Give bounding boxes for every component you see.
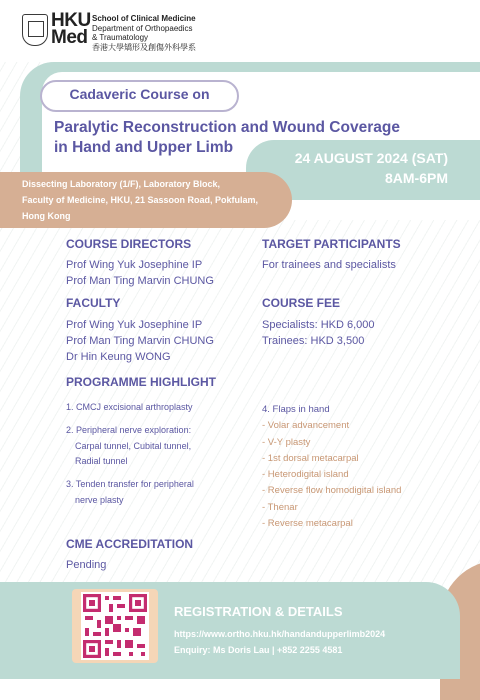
course-fee-heading: COURSE FEE <box>262 296 341 310</box>
time-text: 8AM-6PM <box>384 170 448 186</box>
programme-item-3 <box>66 477 194 508</box>
programme-highlight-heading: PROGRAMME HIGHLIGHT <box>66 375 216 389</box>
enquiry-contact: Enquiry: Ms Doris Lau | +852 2255 4581 <box>174 645 343 655</box>
target-participants-heading: TARGET PARTICIPANTS <box>262 237 401 251</box>
header <box>0 0 480 62</box>
flaps-heading: 4. Flaps in hand <box>262 404 330 415</box>
school-title: School of Clinical Medicine <box>92 14 196 23</box>
course-fee-list <box>262 317 375 349</box>
flap-item: - V-Y plasty <box>262 436 311 448</box>
target-participants-text: For trainees and specialists <box>262 259 396 271</box>
venue-line1: Dissecting Laboratory (1/F), Laboratory Block, <box>22 179 221 189</box>
director-name: Prof Man Ting Marvin CHUNG <box>66 275 214 287</box>
programme-item-3-line: 3. Tenden transfer for peripheral <box>66 479 194 489</box>
flap-item: - 1st dorsal metacarpal <box>262 452 359 464</box>
programme-item-4 <box>262 402 401 532</box>
department-line1: Department of Orthopaedics <box>92 23 193 33</box>
cme-heading: CME ACCREDITATION <box>66 537 194 551</box>
department-line2: & Traumatology <box>92 33 149 42</box>
faculty-heading: FACULTY <box>66 296 121 310</box>
course-directors-list <box>66 257 214 289</box>
venue-line2: Faculty of Medicine, HKU, 21 Sassoon Road, Pokfulam, <box>22 195 259 205</box>
date-text: 24 AUGUST 2024 (SAT) <box>294 150 448 166</box>
fee-trainees: Trainees: HKD 3,500 <box>262 335 365 347</box>
venue-line3: Hong Kong <box>22 211 71 221</box>
programme-item-1: 1. CMCJ excisional arthroplasty <box>66 402 193 412</box>
registration-url-link[interactable]: https://www.ortho.hku.hk/handandupperlimb2024 <box>174 629 386 639</box>
programme-item-3-line: nerve plasty <box>75 494 124 505</box>
registration-heading: REGISTRATION & DETAILS <box>174 604 343 619</box>
flap-item: - Heterodigital island <box>262 469 349 481</box>
department-chinese: 香港大學矯形及創傷外科學系 <box>92 42 196 52</box>
hku-crest-icon <box>22 14 48 46</box>
programme-item-2-line: 2. Peripheral nerve exploration: <box>66 425 192 435</box>
programme-item-2 <box>66 423 191 470</box>
course-type-label: Cadaveric Course on <box>69 86 210 102</box>
flap-item: - Reverse flow homodigital island <box>262 485 402 497</box>
programme-item-2-line: Radial tunnel <box>75 456 128 466</box>
faculty-name: Prof Man Ting Marvin CHUNG <box>66 335 214 347</box>
fee-specialists: Specialists: HKD 6,000 <box>262 319 375 331</box>
course-title-line2: in Hand and Upper Limb <box>54 139 234 156</box>
cme-status: Pending <box>66 559 107 571</box>
programme-item-2-line: Carpal tunnel, Cubital tunnel, <box>75 440 192 451</box>
faculty-list <box>66 317 214 365</box>
qr-code-icon[interactable] <box>81 592 149 660</box>
flap-item: - Volar advancement <box>262 420 350 432</box>
school-name <box>92 14 196 52</box>
course-directors-heading: COURSE DIRECTORS <box>66 237 192 251</box>
hku-med-logo: HKU Med <box>51 10 91 48</box>
flap-item: - Reverse metacarpal <box>262 518 353 530</box>
venue-address <box>22 176 292 224</box>
flap-item: - Thenar <box>262 501 298 513</box>
course-title-line1: Paralytic Reconstruction and Wound Coverage <box>54 119 400 136</box>
faculty-name: Dr Hin Keung WONG <box>66 351 171 363</box>
director-name: Prof Wing Yuk Josephine IP <box>66 259 203 271</box>
course-type-pill <box>40 80 239 112</box>
faculty-name: Prof Wing Yuk Josephine IP <box>66 319 203 331</box>
